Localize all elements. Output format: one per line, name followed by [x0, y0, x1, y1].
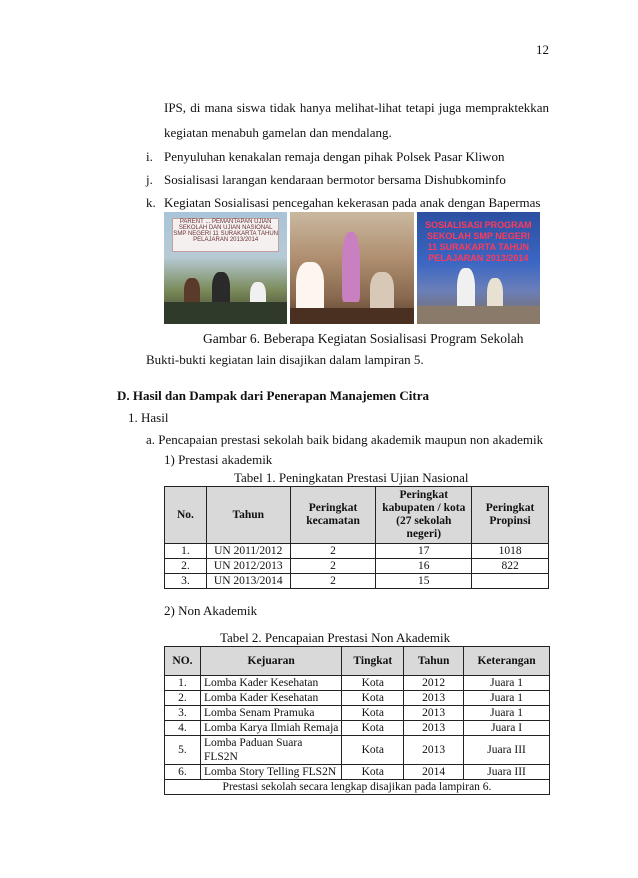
table2-header-no: NO.: [165, 647, 201, 676]
bukti-text: Bukti-bukti kegiatan lain disajikan dalam lampiran 5.: [146, 352, 424, 367]
table-cell: Lomba Kader Kesehatan: [200, 676, 341, 691]
section-heading: D. Hasil dan Dampak dari Penerapan Manajemen Citra: [117, 388, 429, 403]
item-a: a. Pencapaian prestasi sekolah baik bidang akademik maupun non akademik: [146, 432, 544, 447]
table-cell: UN 2011/2012: [206, 544, 290, 559]
table-cell: 5.: [165, 736, 201, 765]
table-row: [165, 559, 549, 574]
table-row: [165, 765, 550, 780]
table-cell: Lomba Senam Pramuka: [200, 706, 341, 721]
table-cell: 2012: [404, 676, 464, 691]
table-cell: UN 2013/2014: [206, 574, 290, 589]
table2-footer-row: [165, 780, 550, 795]
table-cell: 16: [376, 559, 472, 574]
table-cell: 4.: [165, 721, 201, 736]
photo-banner-1: PARENT ... PEMANTAPAN UJIAN SEKOLAH DAN UJIAN NASIONAL SMP NEGERI 11 SURAKARTA TAHUN PELAJARAN 2013/2014: [172, 218, 279, 252]
table2-header-tahun: Tahun: [404, 647, 464, 676]
table-row: [165, 706, 550, 721]
list-marker-k: k.: [146, 195, 156, 210]
table-cell: Kota: [342, 676, 404, 691]
page-number: 12: [536, 42, 549, 57]
table-row: [165, 574, 549, 589]
table1-header-kabupaten: Peringkat kabupaten / kota (27 sekolah negeri): [376, 487, 472, 544]
table-cell: Kota: [342, 706, 404, 721]
table-cell: Juara 1: [464, 691, 550, 706]
table-row: [165, 721, 550, 736]
table-cell: UN 2012/2013: [206, 559, 290, 574]
table2-header-kejuaran: Kejuaran: [200, 647, 341, 676]
table1-header-row: [165, 487, 549, 544]
table-cell: Lomba Paduan Suara FLS2N: [200, 736, 341, 765]
table1-header-no: No.: [165, 487, 207, 544]
table-cell: Juara III: [464, 736, 550, 765]
paragraph-line-2: kegiatan menabuh gamelan dan mendalang.: [164, 125, 392, 140]
figure-caption: Gambar 6. Beberapa Kegiatan Sosialisasi Program Sekolah: [203, 331, 524, 346]
table-cell: 2013: [404, 691, 464, 706]
list-marker-j: j.: [146, 172, 153, 187]
table-cell: 3.: [165, 706, 201, 721]
photo-banner-3: SOSIALISASI PROGRAM SEKOLAH SMP NEGERI 11 SURAKARTA TAHUN PELAJARAN 2013/2014: [425, 220, 532, 263]
table-cell: 2013: [404, 721, 464, 736]
table-cell: Lomba Karya Ilmiah Remaja: [200, 721, 341, 736]
table1-caption: Tabel 1. Peningkatan Prestasi Ujian Nasional: [234, 470, 469, 485]
table-cell: Kota: [342, 721, 404, 736]
table-cell: 1.: [165, 676, 201, 691]
list-item-k: Kegiatan Sosialisasi pencegahan kekerasan pada anak dengan Bapermas: [164, 195, 541, 210]
table-cell: 1.: [165, 544, 207, 559]
table-cell: 822: [472, 559, 549, 574]
table-cell: Juara 1: [464, 706, 550, 721]
table2-caption: Tabel 2. Pencapaian Prestasi Non Akademik: [220, 630, 451, 645]
photo-collage: [164, 212, 540, 324]
subheading-hasil: 1. Hasil: [128, 410, 169, 425]
table2-header-tingkat: Tingkat: [342, 647, 404, 676]
table-cell: 2013: [404, 736, 464, 765]
paragraph-line-1: IPS, di mana siswa tidak hanya melihat-lihat tetapi juga mempraktekkan: [164, 100, 549, 115]
table-cell: Lomba Kader Kesehatan: [200, 691, 341, 706]
table-cell: Juara III: [464, 765, 550, 780]
photo-parenting-meeting: [164, 212, 287, 324]
list-item-i: Penyuluhan kenakalan remaja dengan pihak Polsek Pasar Kliwon: [164, 149, 505, 164]
table-cell: 1018: [472, 544, 549, 559]
table1-header-tahun: Tahun: [206, 487, 290, 544]
table2-footer: Prestasi sekolah secara lengkap disajikan pada lampiran 6.: [165, 780, 550, 795]
table-cell: Kota: [342, 765, 404, 780]
table-cell: 3.: [165, 574, 207, 589]
photo-program-socialization: [417, 212, 540, 324]
table-cell: 6.: [165, 765, 201, 780]
list-marker-i: i.: [146, 149, 153, 164]
table-row: [165, 736, 550, 765]
table-cell: 2013: [404, 706, 464, 721]
photo-students-socialization: [290, 212, 413, 324]
table-cell: Lomba Story Telling FLS2N: [200, 765, 341, 780]
table2-header-keterangan: Keterangan: [464, 647, 550, 676]
table-prestasi-non-akademik: [164, 646, 550, 795]
table-cell: Kota: [342, 736, 404, 765]
table-row: [165, 544, 549, 559]
table-cell: 17: [376, 544, 472, 559]
table-cell: 15: [376, 574, 472, 589]
table-cell: Kota: [342, 691, 404, 706]
list-item-j: Sosialisasi larangan kendaraan bermotor bersama Dishubkominfo: [164, 172, 506, 187]
table-row: [165, 691, 550, 706]
table1-header-propinsi: Peringkat Propinsi: [472, 487, 549, 544]
item-non-akademik: 2) Non Akademik: [164, 603, 258, 618]
table-cell: Juara 1: [464, 676, 550, 691]
table-cell: 2014: [404, 765, 464, 780]
table-cell: 2: [290, 544, 376, 559]
table-cell: 2: [290, 559, 376, 574]
table-row: [165, 676, 550, 691]
table-cell: 2: [290, 574, 376, 589]
table-prestasi-un: [164, 486, 549, 589]
table-cell: Juara I: [464, 721, 550, 736]
item-prestasi-akademik: 1) Prestasi akademik: [164, 452, 273, 467]
table-cell: [472, 574, 549, 589]
table-cell: 2.: [165, 691, 201, 706]
table1-header-kecamatan: Peringkat kecamatan: [290, 487, 376, 544]
table-cell: 2.: [165, 559, 207, 574]
table2-header-row: [165, 647, 550, 676]
